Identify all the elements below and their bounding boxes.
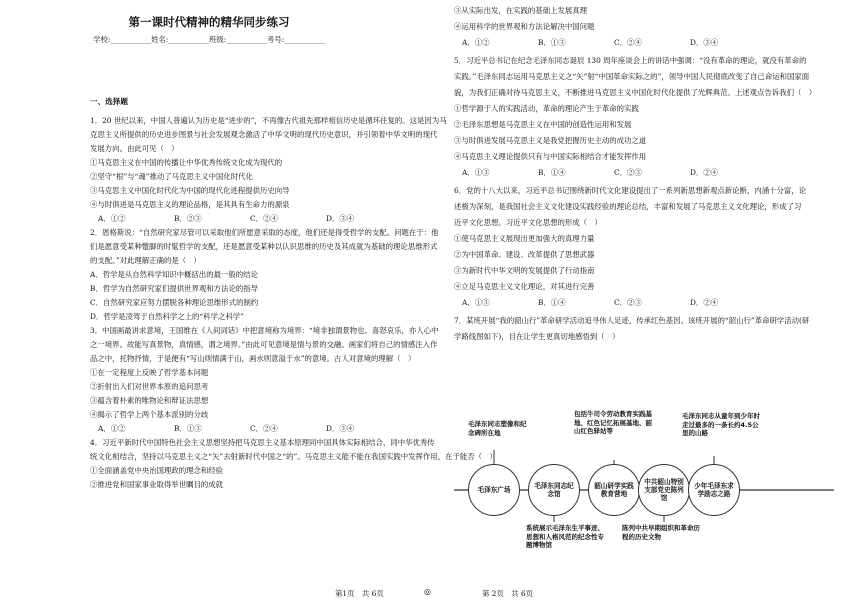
route-node-2: 毛泽东同志纪念馆 <box>528 464 580 516</box>
text-line: 述极为深刻，是我国社会主义文化建设实践经验的理论总结，丰富和发展了马克思主义文化理论，形成了习 <box>454 202 802 211</box>
text-line: ②为中国革命、建设、改革提供了思想武器 <box>454 250 595 259</box>
answer-option: D．③④ <box>326 424 355 433</box>
text-line: 近平文化思想。习近平文化思想的形成（ ） <box>454 218 602 227</box>
text-line: D．③④ <box>690 38 719 47</box>
text-line: ②折射出人们对世界本原的追问思考 <box>90 382 209 391</box>
text-line: D．哲学是凌驾于自然科学之上的“科学之科学” <box>90 312 244 321</box>
note-memorial: 系统展示毛泽东生平事迹、思想和人格风范的纪念性专题博物馆 <box>526 524 604 549</box>
answer-option: C．②④ <box>250 424 278 433</box>
text-line: B．①④ <box>538 168 566 177</box>
answer-option: C．②④ <box>250 214 278 223</box>
note-exhibition: 陈列中共早期组织和革命历程的历史文物 <box>622 524 700 541</box>
text-line: ④立足马克思主义文化理论，对其进行完善 <box>454 282 595 291</box>
text-line: C．自然研究家应努力摆脱各种理论思维形式的制约 <box>90 298 259 307</box>
page-number-right: 第 2页 共 6页 <box>482 589 534 598</box>
text-line: ②推进党和国家事业取得举世瞩目的成就 <box>90 480 224 489</box>
text-line: 学路线图如下)，目在让学生更真切地感悟到（ ） <box>454 332 620 341</box>
page-title: 第一课时代精神的精华同步练习 <box>128 15 290 29</box>
text-line: A．①② <box>462 38 490 47</box>
text-line: ③为新时代中华文明的发展提供了行动指南 <box>454 266 595 275</box>
text-line: ③马克思主义中国化时代化为中国的现代化进程提供历史向导 <box>90 186 290 195</box>
text-line: 貌，为我们正确对待马克思主义，不断推进马克思主义中国化时代化提供了光辉典范。上述观点告诉我们（ ） <box>454 88 817 97</box>
text-line: 6．党的十八大以来，习近平总书记围绕新时代文化建设提出了一系列新思想新观点新论断，内涵十分富，论 <box>454 186 807 195</box>
text-line: B．哲学为自然研究家们提供世界观和方法论的指导 <box>90 284 259 293</box>
text-line: ③从实际出发，在实践的基础上发展真理 <box>454 6 588 15</box>
text-line: 之一境界。故能写真景物，真情感，谓之境界。”由此可见意境是情与景的交融。画家们将自己的情感注入作 <box>90 340 438 349</box>
text-line: B．①④ <box>538 298 566 307</box>
text-line: ④揭示了哲学上两个基本派别的分歧 <box>90 410 209 419</box>
text-line: 2．恩格斯说：“自然研究家尽管可以采取他们所愿意采取的态度，他们还是得受哲学的支配。问题在于：他 <box>90 228 439 237</box>
route-node-4: 中共韶山特别支部党史陈列馆 <box>638 464 690 516</box>
text-line: 的支配。”对此理解正确的是（ ） <box>90 256 201 265</box>
text-line: ③蕴含着朴素的唯物论和辩证法思想 <box>90 396 209 405</box>
text-line: 实践。”毛泽东同志运用马克思主义之“矢”射“中国革命实际之的”，领导中国人民彻底改变了自己命运和国家面 <box>454 72 810 81</box>
text-line: ①哲学源于人的实践活动，革命的理论产生于革命的实践 <box>454 104 639 113</box>
page-number-left: 第1页 共 6页 <box>335 589 384 598</box>
text-line: C．②③ <box>614 298 642 307</box>
note-square: 毛泽东同志塑像和纪念碑所在地 <box>468 420 527 437</box>
note-path: 毛泽东同志从童年到少年时走过最多的一条长约4.5公里的山路 <box>682 412 760 437</box>
text-line: 4．习近平新时代中国特色社会主义思想坚持把马克思主义基本原理同中国具体实际相结合，同中华优秀传 <box>90 438 435 447</box>
text-line: ①在一定程度上反映了哲学基本问题 <box>90 368 209 377</box>
text-line: 5．习近平总书记在纪念毛泽东同志诞辰 130 周年座谈会上的讲话中强调：“没有革命的理论，就没有革命的 <box>454 56 807 65</box>
answer-option: A．①② <box>98 214 126 223</box>
text-line: A．①③ <box>462 298 490 307</box>
answer-option: B．②③ <box>174 214 202 223</box>
text-line: 克思主义所提供的历史进步图景与社会发展观念激活了中华文明的现代历史意识，并引领着中华文明的现代 <box>90 130 438 139</box>
text-line: 3．中国画最讲求意境，王国维在《人间词话》中把意境称为境界：“境非独谓景物也。喜怒哀乐，亦人心中 <box>90 326 439 335</box>
text-line: 品之中，托物抒情，于是便有“写山则情满于山，画水则意溢于水”的意境。古人对意境的理解（ ） <box>90 354 416 363</box>
text-line: ①马克思主义在中国的传播让中华优秀传统文化成为现代的 <box>90 158 283 167</box>
text-line: ①全面涵盖党中央治国理政的理念和经验 <box>90 466 224 475</box>
section-heading: 一、选择题 <box>90 97 128 106</box>
text-line: ③与时俱进发展马克思主义是我党把握历史主动的成功之道 <box>454 136 647 145</box>
text-line: D．②④ <box>690 168 719 177</box>
answer-option: B．①③ <box>174 424 202 433</box>
note-camp: 包括牛司令劳动教育实践基地、红色记忆拓展基地、韶山红色驿站等 <box>574 410 652 435</box>
answer-option: A．①② <box>98 424 126 433</box>
text-line: D．②④ <box>690 298 719 307</box>
answer-option: D．③④ <box>326 214 355 223</box>
text-line: 1．20 世纪以来，中国人普遍认为历史是“进步的”，不再像古代祖先那样相信历史是循环往复的。这是因为马 <box>90 116 447 125</box>
text-line: ②坚守“根”与“魂”推动了马克思主义中国化时代化 <box>90 172 253 181</box>
text-line: ①使马克思主义展现出更加强大的真理力量 <box>454 234 595 243</box>
student-info-line: 学校:___________姓名:___________班级:___________考号:___________ <box>93 35 325 44</box>
route-node-1: 毛泽东广场 <box>468 464 520 516</box>
text-line: C．②④ <box>614 38 642 47</box>
text-line: A．哲学是从自然科学知识中概括出的最一般的结论 <box>90 270 258 279</box>
study-route-diagram <box>454 410 834 585</box>
text-line: A．①③ <box>462 168 490 177</box>
text-line: 7．某班开展“我的韶山行”革命研学活动追寻伟人足迹，传承红色基因。该班开展的“韶山行”革命研学活动(研 <box>454 316 810 325</box>
route-node-3: 韶山研学实践教育营地 <box>588 464 640 516</box>
text-line: ④与时俱进是马克思主义的理论品格，是其具有生命力的源泉 <box>90 200 290 209</box>
binding-mark: ◎ <box>424 587 431 596</box>
text-line: 发展方向。由此可见（ ） <box>90 144 179 153</box>
text-line: ④运用科学的世界观和方法论解决中国问题 <box>454 22 595 31</box>
text-line: C．②③ <box>614 168 642 177</box>
text-line: B．①③ <box>538 38 566 47</box>
text-line: ④马克思主义理论提供只有与中国实际相结合才能发挥作用 <box>454 152 647 161</box>
text-line: 们是愿意受某种蹩脚的时髦哲学的支配，还是愿意受某种以认识思维的历史及其成就为基础的理论思维形式 <box>90 242 438 251</box>
text-line: ②毛泽东思想是马克思主义在中国的创造性运用和发展 <box>454 120 632 129</box>
route-node-5: 少年毛泽东求学励志之路 <box>688 464 740 516</box>
text-line: 统文化相结合，坚持以马克思主义之“矢”去射新时代中国之“的”。马克思主义能不能在我国实践中发挥作用，在于能否（ ） <box>90 452 497 461</box>
